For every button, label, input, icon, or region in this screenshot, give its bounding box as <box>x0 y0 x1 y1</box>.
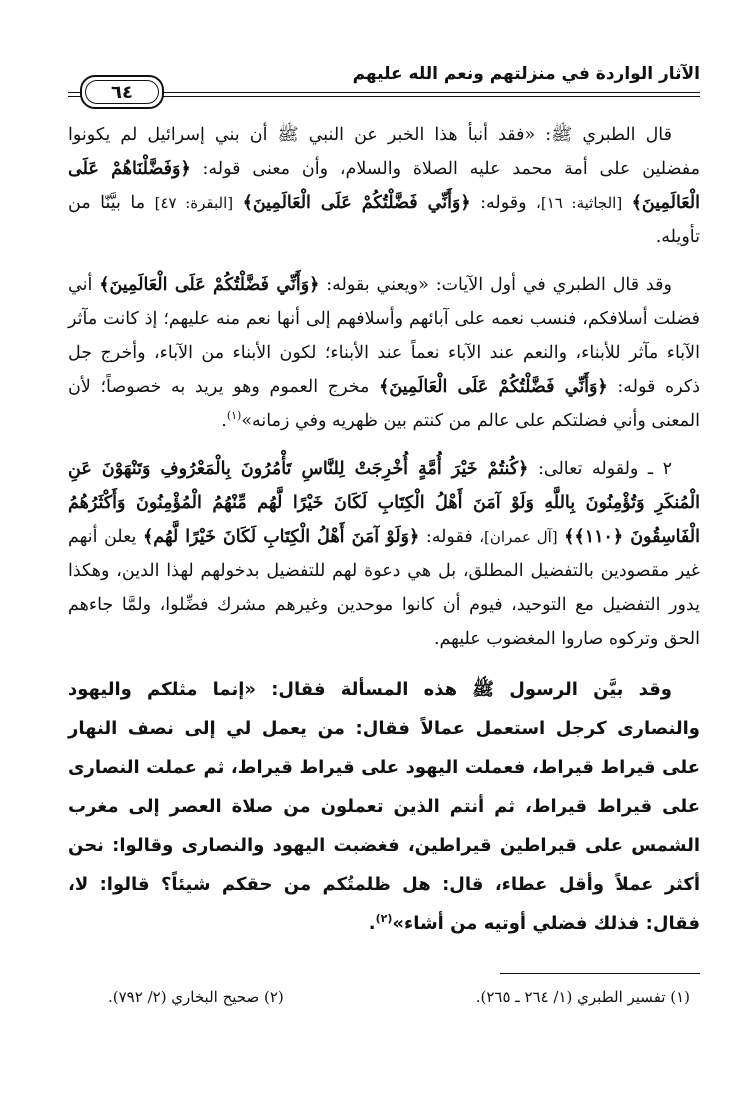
p2-quran-2: ﴿وَأَنِّي فَضَّلْتُكُمْ عَلَى الْعَالَمِينَ﴾ <box>379 377 608 397</box>
running-title: الآثار الواردة في منزلتهم ونعم الله عليهم <box>352 64 700 84</box>
footnotes <box>68 988 700 1006</box>
document-page <box>68 58 700 1006</box>
p3-quran-1: ﴿كُنتُمْ خَيْرَ أُمَّةٍ أُخْرِجَتْ لِلنَّاسِ تَأْمُرُونَ بِالْمَعْرُوفِ وَتَنْهَوْنَ عَنِ الْمُنكَرِ وَتُؤْمِنُونَ بِاللَّهِ وَلَوْ آمَنَ أَهْلُ الْكِتَابِ لَكَانَ خَيْرًا لَّهُم مِّنْهُمُ الْمُؤْمِنُونَ وَأَكْثَرُهُمُ الْفَاسِقُونَ ﴿١١٠﴾﴾ <box>68 459 700 547</box>
page-number-badge <box>80 75 164 109</box>
paragraph-1 <box>68 118 700 254</box>
p3-mid: فقوله: <box>425 527 473 547</box>
p4-lead: وقد بيَّن الرسول ﷺ هذه المسألة فقال: «إنما مثلكم واليهود والنصارى كرجل استعمل عمالاً فقال: من يعمل لي إلى نصف النهار على قيراط قيراط، فعملت اليهود على قيراط قيراط، ثم عملت النصارى على قيراط قيراط، ثم أنتم الذين تعملون من صلاة العصر إلى مغرب الشمس على قيراطين قيراطين، فغضبت اليهود والنصارى وقالوا: نحن أكثر عملاً وأقل عطاء، قال: هل ظلمتُكم من حقكم شيئاً؟ قالوا: لا، فقال: فذلك فضلي أوتيه من أشاء» <box>68 679 700 934</box>
footnote-marker-2[interactable]: (٢) <box>375 912 393 925</box>
p1-ref-2: [البقرة: ٤٧] <box>154 194 234 212</box>
page-number: ٦٤ <box>111 81 133 103</box>
p1-ref-1: [الجاثية: ١٦]، <box>536 194 623 212</box>
p2-end: . <box>221 411 227 431</box>
p3-quran-2: ﴿وَلَوْ آمَنَ أَهْلُ الْكِتَابِ لَكَانَ خَيْرًا لَّهُم﴾ <box>142 527 420 547</box>
p2-lead: وقد قال الطبري في أول الآيات: «ويعني بقوله: <box>326 275 672 295</box>
footnote-2: (٢) صحيح البخاري (٢/ ٧٩٢). <box>108 988 284 1006</box>
p2-mid: أني فضلت أسلافكم، فنسب نعمه على آبائهم وأسلافهم إلى أنها نعم منه عليهم؛ إذ كانت مآثر الآباء مآثر للأبناء، والنعم عند الآباء نعماً عند الأبناء؛ لكون الأبناء من الآباء، وأخرج جل ذكره قوله: <box>68 275 700 397</box>
p1-mid: وقوله: <box>480 193 527 213</box>
page-header <box>68 58 700 106</box>
p2-quran-1: ﴿وَأَنِّي فَضَّلْتُكُمْ عَلَى الْعَالَمِينَ﴾ <box>99 275 320 295</box>
p2-tail: مخرج العموم وهو يريد به خصوصاً؛ لأن المعنى وأني فضلتكم على عالم من كنتم بين ظهريه وفي زمانه» <box>68 377 700 431</box>
p1-quran-1: ﴿وَفَضَّلْنَاهُمْ عَلَى الْعَالَمِينَ﴾ <box>68 159 700 213</box>
paragraph-2 <box>68 268 700 438</box>
p3-tail: يعلن أنهم غير مقصودين بالتفضيل المطلق، بل هي دعوة لهم للتفضيل بدخولهم لهذا الدين، وهكذا يدور التفضيل مع التوحيد، فيوم أن كانوا موحدين وغيرهم مشرك فضِّلوا، ولمَّا جاءهم الحق وتركوه صاروا المغضوب عليهم. <box>68 527 700 649</box>
p3-ref-1: [آل عمران]، <box>479 528 558 546</box>
footnote-1: (١) تفسير الطبري (١/ ٢٦٤ ـ ٢٦٥). <box>475 988 690 1006</box>
paragraph-4 <box>68 670 700 943</box>
p1-tail: ما بيَّنّا من تأويله. <box>68 193 700 247</box>
p1-lead: قال الطبري ﷺ: «فقد أنبأ هذا الخبر عن النبي ﷺ أن بني إسرائيل لم يكونوا مفضلين على أمة محمد عليه الصلاة والسلام، وأن معنى قوله: <box>68 125 700 179</box>
paragraph-3 <box>68 452 700 656</box>
page-body <box>68 118 700 943</box>
p3-lead: ٢ ـ ولقوله تعالى: <box>537 459 672 479</box>
footnote-marker-1[interactable]: (١) <box>226 409 242 423</box>
p1-quran-2: ﴿وَأَنِّي فَضَّلْتُكُمْ عَلَى الْعَالَمِينَ﴾ <box>242 193 471 213</box>
p4-end: . <box>368 913 376 934</box>
footnote-separator <box>500 973 700 974</box>
